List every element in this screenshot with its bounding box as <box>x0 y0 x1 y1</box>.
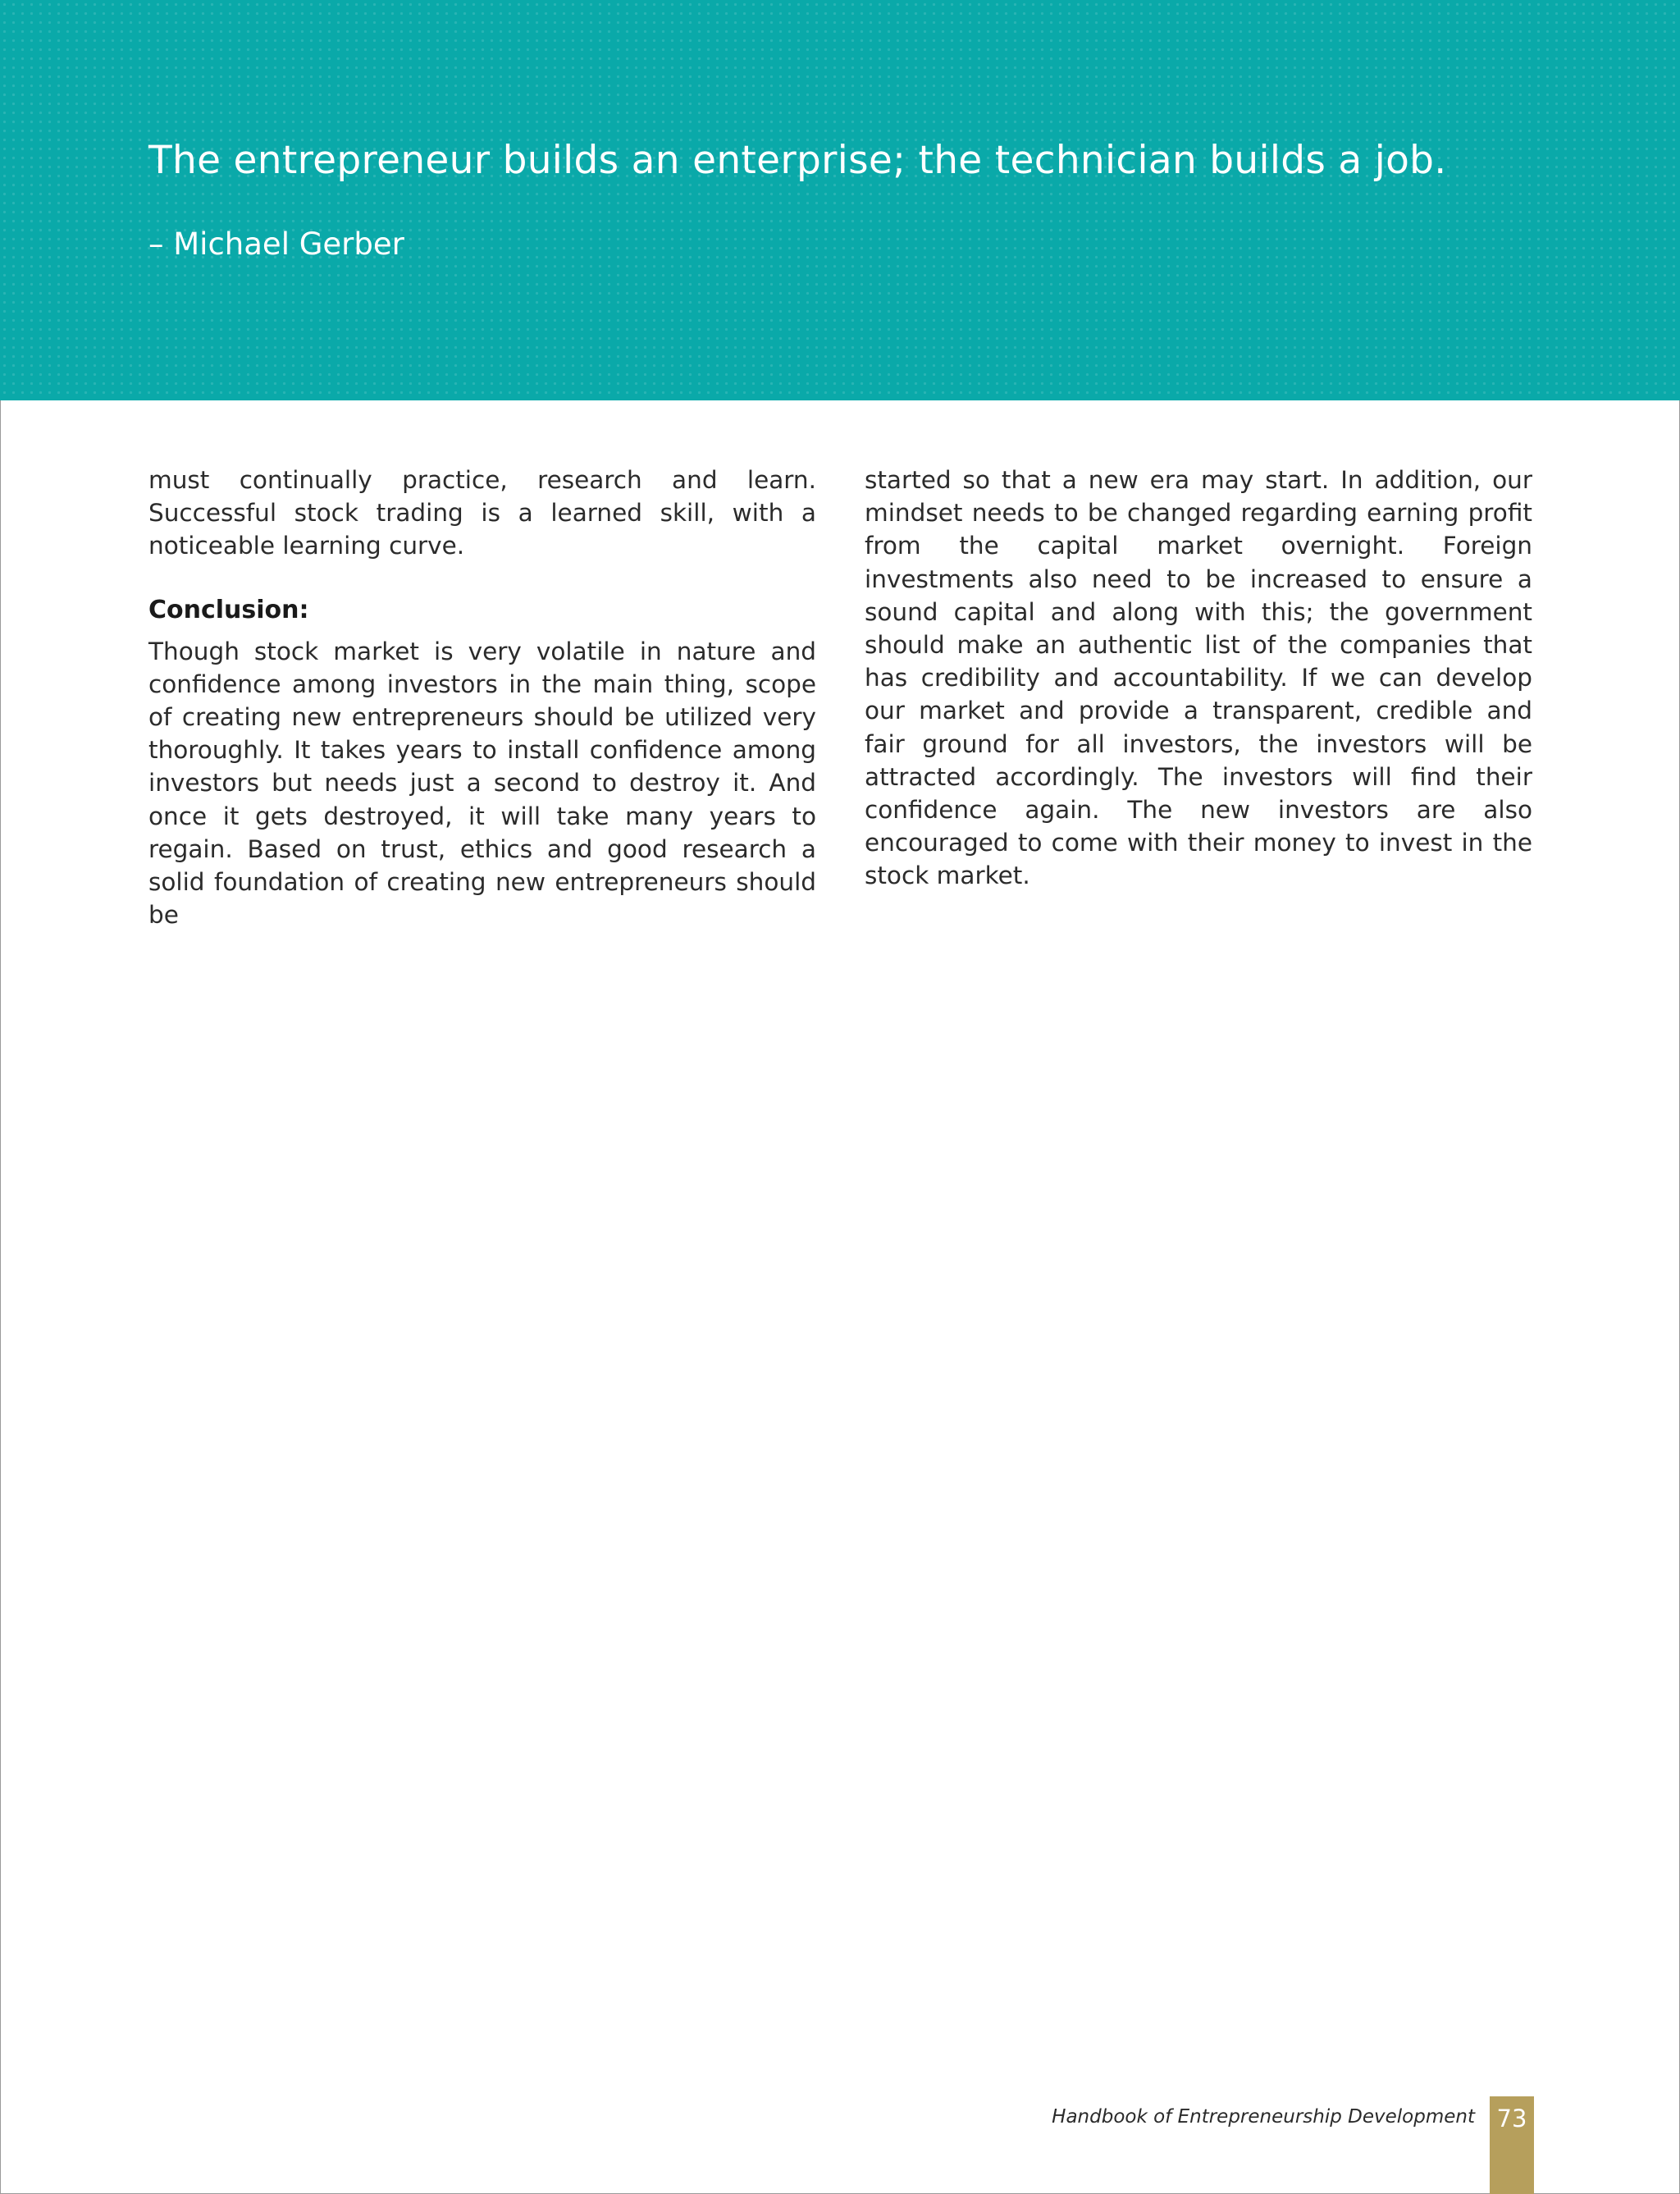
quote-banner <box>0 0 1680 400</box>
quote-text: The entrepreneur builds an enterprise; the technician builds a job. <box>148 138 1447 183</box>
continuation-paragraph: started so that a new era may start. In addition, our mindset needs to be changed regarding earning profit from the capital market overnight. Foreign investments also need to be increased to ensure a sound capital and along with this; the government should make an authentic list of the companies that has credibility and accountability. If we can develop our market and provide a transparent, credible and fair ground for all investors, the investors will be attracted accordingly. The investors will find their confidence again. The new investors are also encouraged to come with their money to invest in the stock market. <box>865 466 1532 890</box>
intro-paragraph: must continually practice, research and learn. Successful stock trading is a learned skill, with a noticeable learning curve. <box>148 466 816 560</box>
page-number: 73 <box>1496 2105 1527 2132</box>
left-column <box>148 464 816 931</box>
conclusion-paragraph: Though stock market is very volatile in nature and confidence among investors in the main thing, scope of creating new entrepreneurs should be utilized very thoroughly. It takes years to install confidence among investors but needs just a second to destroy it. And once it gets destroyed, it will take many years to regain. Based on trust, ethics and good research a solid foundation of creating new entrepreneurs should be <box>148 637 816 930</box>
right-column <box>865 464 1532 893</box>
conclusion-heading: Conclusion: <box>148 595 309 624</box>
page-number-tab <box>1490 2096 1534 2194</box>
quote-author: – Michael Gerber <box>148 226 404 262</box>
book-title: Handbook of Entrepreneurship Development <box>1052 2106 1475 2128</box>
